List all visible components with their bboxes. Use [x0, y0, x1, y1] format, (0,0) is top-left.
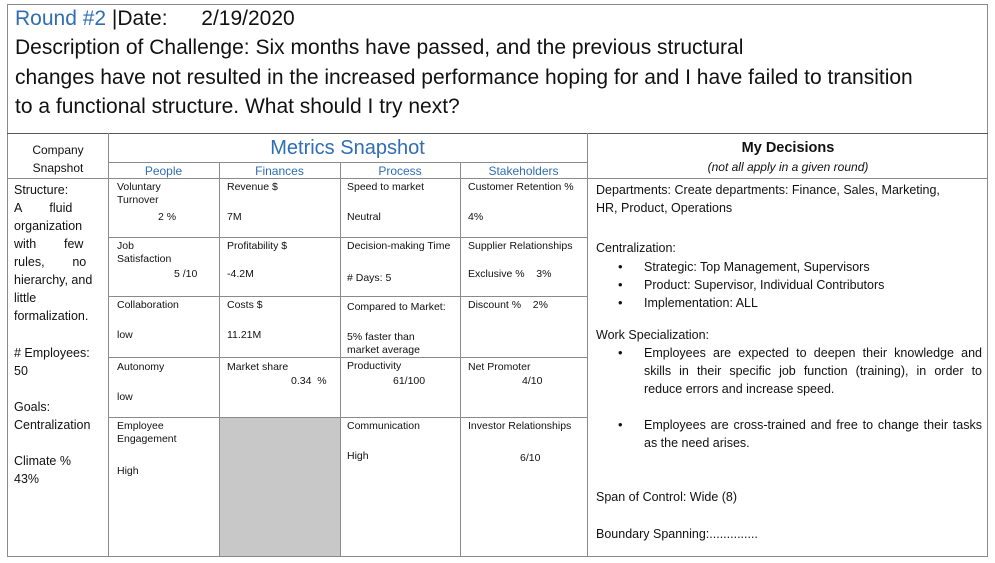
table-bottom-border	[7, 556, 988, 557]
departments-decision	[596, 181, 982, 217]
market-share-value: 0.34 %	[291, 375, 327, 387]
date-label: |Date:	[111, 7, 168, 30]
work-spec-item-deepen: • Employees are expected to deepen their knowledge and skills in their specific job function (training), in order to reduce errors and increase speed.	[596, 344, 982, 398]
employees-value: 50	[14, 364, 28, 378]
metrics-colhead-divider	[108, 178, 587, 179]
compared-to-market-label: Compared to Market:	[347, 301, 446, 313]
col-divider-process	[460, 162, 461, 557]
climate-value: 43%	[14, 472, 40, 486]
market-share-label: Market share	[227, 361, 289, 373]
centralization-item-strategic: • Strategic: Top Management, Supervisors	[596, 258, 982, 276]
structure-description	[14, 199, 104, 325]
metrics-snapshot-title: Metrics Snapshot	[270, 137, 425, 159]
company-title-line-2: Snapshot	[32, 161, 84, 175]
supplier-discount: Discount % 2%	[468, 299, 548, 311]
speed-to-market-label: Speed to market	[347, 181, 425, 193]
goals-value: Centralization	[14, 418, 91, 432]
company-snapshot-title	[8, 141, 108, 177]
speed-to-market-value: Neutral	[347, 211, 381, 223]
autonomy-label: Autonomy	[117, 361, 165, 373]
column-header-process: Process	[378, 164, 422, 178]
job-satisfaction-label-line-2: Satisfaction	[117, 253, 172, 265]
compared-to-market-line-1: 5% faster than	[347, 331, 415, 343]
costs-value: 11.21M	[227, 329, 262, 341]
span-of-control: Span of Control: Wide (8)	[596, 490, 738, 504]
communication-value: High	[347, 450, 369, 462]
company-head-divider	[7, 178, 108, 179]
col-divider-finances	[340, 162, 341, 557]
metrics-title-divider	[108, 162, 587, 163]
challenge-description-line-3: to a functional structure. What should I try next?	[15, 95, 460, 118]
table-right-border	[987, 4, 988, 557]
work-specialization-list	[596, 344, 982, 398]
empty-finance-cell	[220, 418, 340, 556]
customer-retention-label: Customer Retention %	[468, 181, 574, 193]
profitability-value: -4.2M	[227, 268, 254, 280]
turnover-value: 2 %	[158, 211, 177, 223]
costs-label: Costs $	[227, 299, 263, 311]
job-satisfaction-value: 5 /10	[174, 268, 198, 280]
decisions-head-divider	[587, 178, 988, 179]
compared-to-market-value	[347, 331, 420, 357]
col-divider-company	[108, 133, 109, 557]
metrics-row-divider-1	[108, 237, 587, 238]
structure-line: organization	[14, 219, 83, 233]
job-satisfaction-label	[117, 240, 171, 266]
col-divider-decisions	[587, 133, 588, 557]
work-specialization-list-2	[596, 416, 982, 452]
investor-relationships-value: 6/10	[520, 452, 541, 464]
challenge-description-line-2: changes have not resulted in the increased performance hoping for and I have failed to transition	[15, 66, 913, 89]
round-date-line	[15, 4, 295, 33]
centralization-item-implementation: • Implementation: ALL	[596, 294, 982, 312]
company-title-line-1: Company	[32, 143, 84, 157]
date-value: 2/19/2020	[201, 7, 295, 30]
collaboration-label: Collaboration	[117, 299, 179, 311]
net-promoter-value: 4/10	[522, 375, 543, 387]
centralization-label: Centralization:	[596, 241, 676, 255]
table-left-border	[7, 4, 8, 557]
column-header-finances: Finances	[255, 164, 304, 178]
structure-label: Structure:	[14, 183, 69, 197]
climate-label: Climate %	[14, 454, 71, 468]
employees-label: # Employees:	[14, 346, 90, 360]
structure-line: with few	[14, 237, 84, 251]
engagement-label-line-2: Engagement	[117, 433, 177, 445]
goals-label: Goals:	[14, 400, 51, 414]
engagement-label	[117, 420, 177, 446]
decisions-title: My Decisions	[741, 140, 835, 156]
structure-line: A fluid	[14, 201, 73, 215]
table-top-border	[7, 4, 988, 5]
company-structure	[14, 181, 104, 325]
centralization-list	[596, 258, 982, 312]
header-divider	[7, 133, 988, 134]
decision-time-label: Decision-making Time	[347, 240, 451, 252]
revenue-label: Revenue $	[227, 181, 278, 193]
job-satisfaction-label-line-1: Job	[117, 240, 134, 252]
challenge-description-line-1: Description of Challenge: Six months have passed, and the previous structural	[15, 36, 744, 59]
metrics-row-divider-3	[108, 357, 587, 358]
centralization-item-product: • Product: Supervisor, Individual Contributors	[596, 276, 982, 294]
supplier-exclusive: Exclusive % 3%	[468, 268, 552, 280]
net-promoter-label: Net Promoter	[468, 361, 531, 373]
autonomy-value: low	[117, 391, 133, 403]
collaboration-value: low	[117, 329, 133, 341]
turnover-label-line-2: Turnover	[117, 194, 159, 206]
engagement-value: High	[117, 465, 139, 477]
turnover-label	[117, 181, 161, 207]
investor-relationships-label: Investor Relationships	[468, 420, 572, 432]
round-label: Round #2	[15, 7, 107, 30]
metrics-row-divider-4	[108, 417, 587, 418]
supplier-relationships-label: Supplier Relationships	[468, 240, 573, 252]
communication-label: Communication	[347, 420, 420, 432]
work-spec-item-cross-trained: • Employees are cross-trained and free to change their tasks as the need arises.	[596, 416, 982, 452]
column-header-people: People	[144, 164, 183, 178]
compared-to-market-line-2: market average	[347, 344, 420, 356]
structure-line: little	[14, 291, 37, 305]
departments-line-1: Departments: Create departments: Finance, Sales, Marketing,	[596, 183, 940, 197]
structure-line: rules, no	[14, 255, 87, 269]
productivity-value: 61/100	[393, 375, 426, 387]
turnover-label-line-1: Voluntary	[117, 181, 161, 193]
decisions-subtitle: (not all apply in a given round)	[707, 160, 869, 174]
structure-line: hierarchy, and	[14, 273, 93, 287]
column-header-stakeholders: Stakeholders	[488, 164, 559, 178]
decision-time-days: # Days: 5	[347, 272, 392, 284]
work-specialization-label: Work Specialization:	[596, 328, 710, 342]
productivity-label: Productivity	[347, 360, 402, 372]
departments-line-2: HR, Product, Operations	[596, 201, 733, 215]
metrics-row-divider-2	[108, 296, 587, 297]
engagement-label-line-1: Employee	[117, 420, 164, 432]
profitability-label: Profitability $	[227, 240, 288, 252]
customer-retention-value: 4%	[468, 211, 484, 223]
boundary-spanning: Boundary Spanning:..............	[596, 527, 758, 541]
revenue-value: 7M	[227, 211, 242, 223]
structure-line: formalization.	[14, 309, 89, 323]
